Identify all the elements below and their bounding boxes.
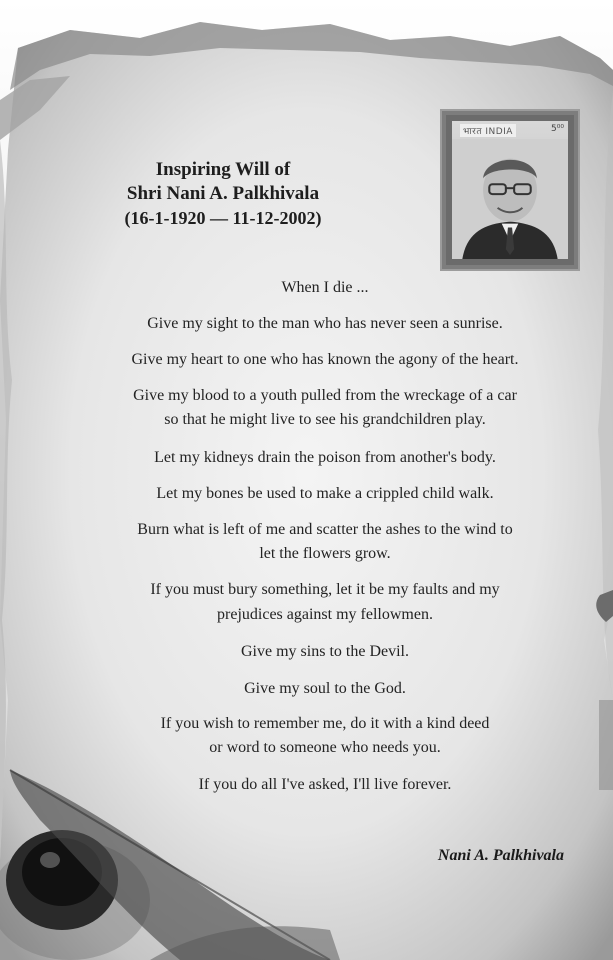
scroll-bar-right (599, 700, 613, 790)
title-dates: (16-1-1920 — 11-12-2002) (124, 208, 322, 228)
will-line: or word to someone who needs you. (209, 739, 441, 756)
will-intro: When I die ... (281, 279, 369, 296)
will-line: Give my sins to the Devil. (241, 643, 409, 660)
stamp-country-label: भारत INDIA (460, 124, 516, 137)
will-line: Burn what is left of me and scatter the ashes to the wind to (137, 521, 513, 538)
will-line: If you wish to remember me, do it with a kind deed (160, 715, 490, 732)
will-line: If you must bury something, let it be my faults and my (150, 581, 500, 598)
will-line: Give my heart to one who has known the agony of the heart. (131, 351, 519, 368)
will-line: Give my blood to a youth pulled from the wreckage of a car (133, 387, 517, 404)
title-line-2: Shri Nani A. Palkhivala (126, 183, 320, 204)
will-line: Give my soul to the God. (244, 680, 406, 697)
stamp-value-label: 5⁰⁰ (551, 124, 564, 134)
title-line-1: Inspiring Will of (155, 159, 291, 180)
will-line: If you do all I've asked, I'll live forever. (198, 776, 452, 793)
will-title (88, 158, 358, 230)
will-line: Let my kidneys drain the poison from another's body. (154, 449, 496, 466)
will-line: let the flowers grow. (259, 545, 391, 562)
portrait-image (452, 139, 568, 259)
will-line: Give my sight to the man who has never seen a sunrise. (147, 315, 503, 332)
will-line: so that he might live to see his grandchildren play. (164, 411, 486, 428)
postage-stamp (442, 111, 578, 269)
signature: Nani A. Palkhivala (437, 847, 564, 864)
will-line: Let my bones be used to make a crippled child walk. (156, 485, 494, 502)
will-line: prejudices against my fellowmen. (217, 606, 433, 623)
